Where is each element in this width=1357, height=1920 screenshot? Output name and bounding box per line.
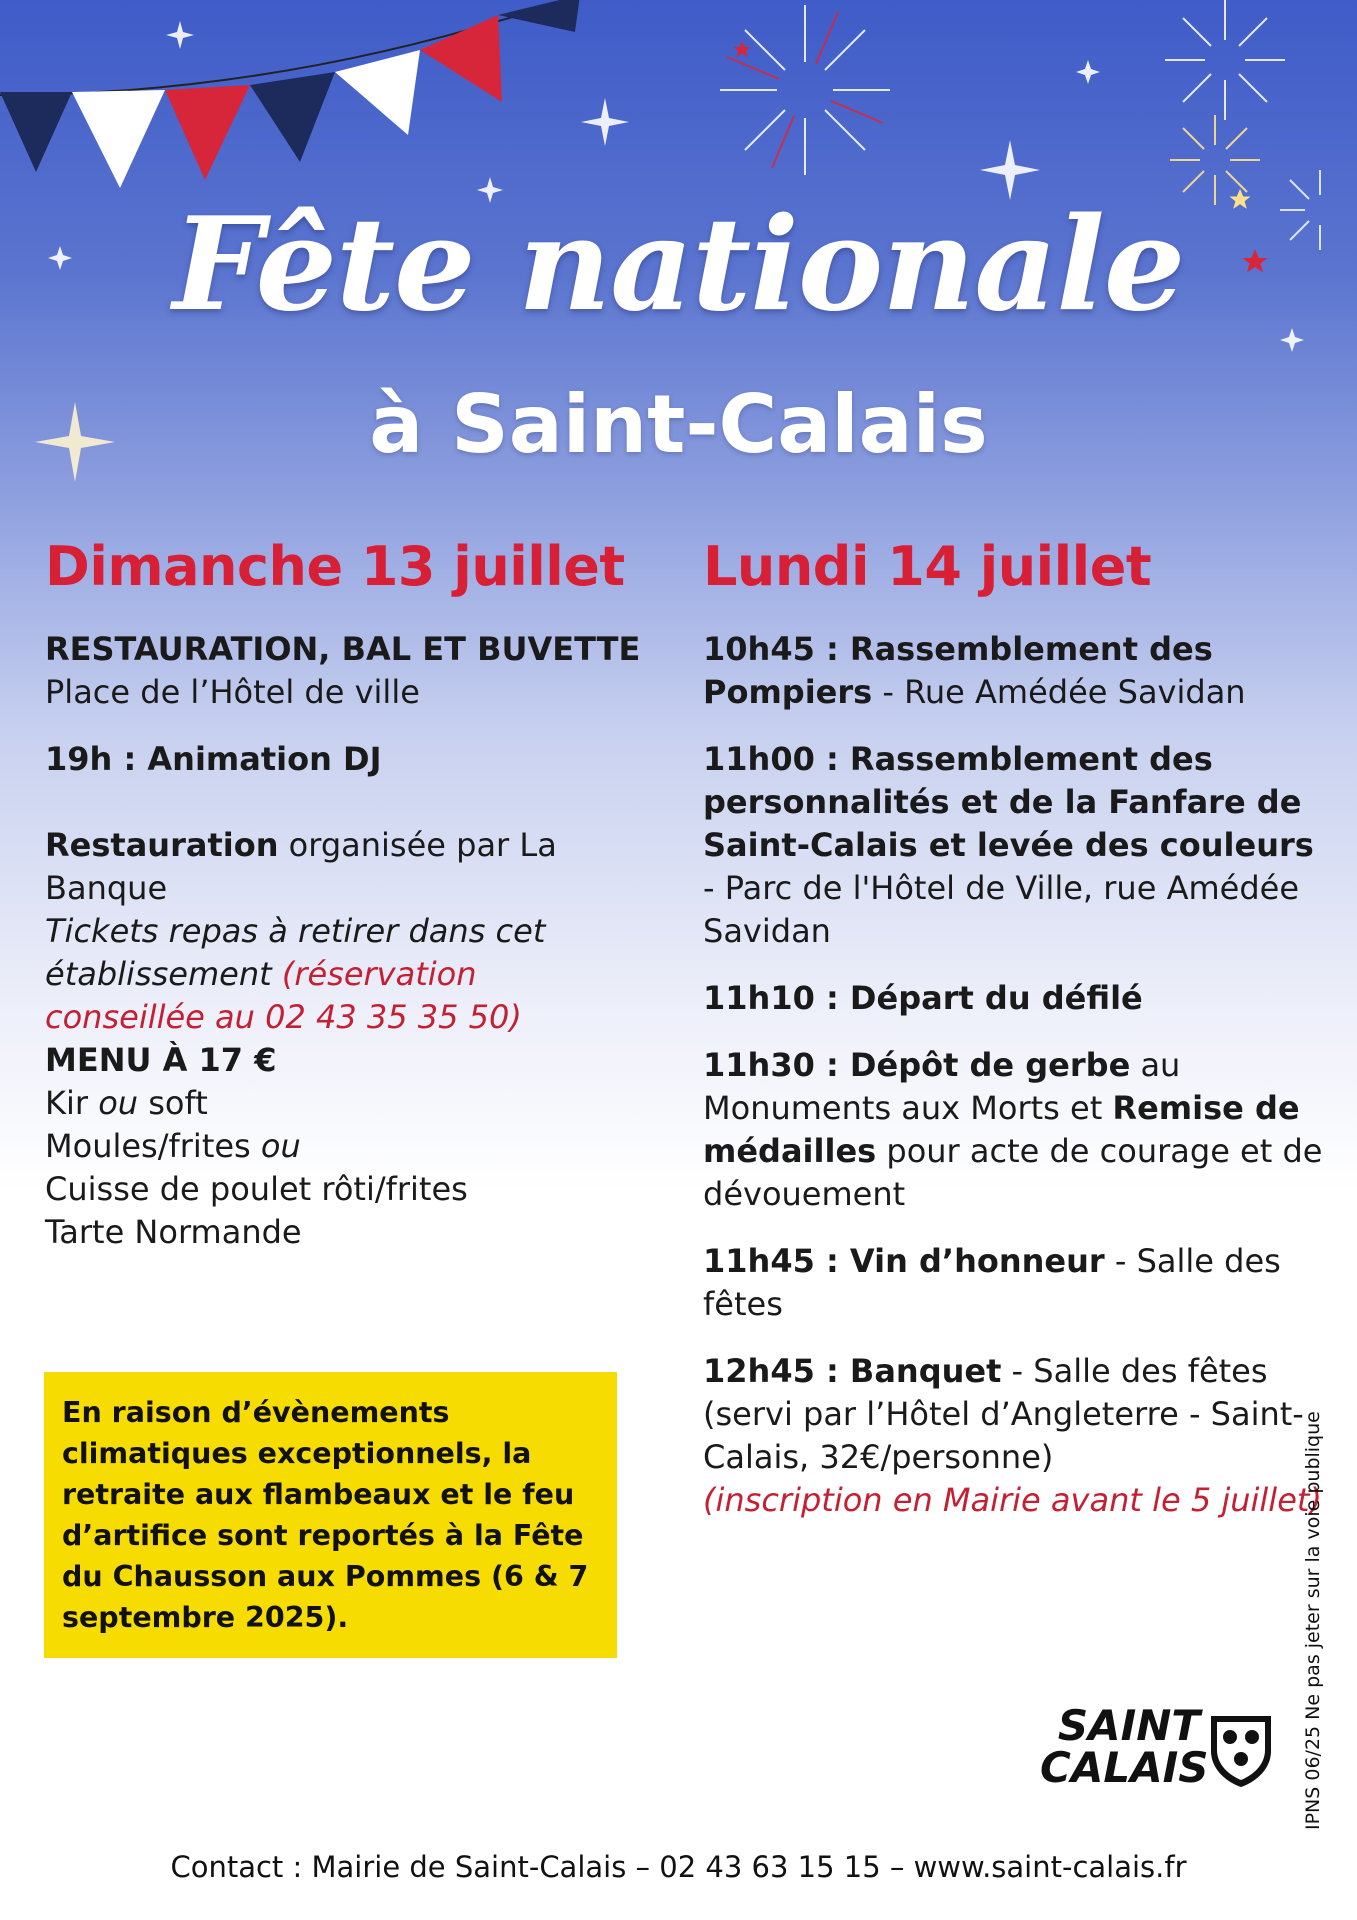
bunting-flag-white	[72, 90, 165, 188]
menu-line-kir: Kir ou soft	[45, 1084, 208, 1122]
event-1130: 11h30 : Dépôt de gerbe au Monuments aux Morts et Remise de médailles pour acte de courage et de dévouement	[703, 1046, 1323, 1213]
restauration-text: organisée par La Banque	[45, 826, 557, 907]
menu-line-tarte: Tarte Normande	[45, 1213, 302, 1251]
menu-title: MENU À 17 €	[45, 1041, 277, 1079]
footer-contact: Contact : Mairie de Saint-Calais – 02 43 63 15 15 – www.saint-calais.fr	[170, 1850, 1187, 1884]
bunting-flag-white	[335, 50, 420, 135]
sunday-heading: Dimanche 13 juillet	[45, 535, 625, 598]
event-1100: 11h00 : Rassemblement des personnalités et de la Fanfare de Saint-Calais et levée des couleurs - Parc de l'Hôtel de Ville, rue Amédée Savidan	[703, 740, 1314, 950]
saint-calais-logo	[1040, 1701, 1280, 1805]
monday-heading: Lundi 14 juillet	[703, 535, 1152, 598]
bunting-flag-navy	[498, 0, 580, 32]
bunting-flag-red	[420, 15, 502, 102]
page-subtitle: à Saint-Calais	[369, 378, 988, 471]
weather-notice: En raison d’évènements climatiques exceptionnels, la retraite aux flambeaux et le feu d’artifice sont reportés à la Fête du Chausson aux Pommes (6 & 7 septembre 2025).	[44, 1372, 617, 1658]
event-1045: 10h45 : Rassemblement des Pompiers - Rue Amédée Savidan	[703, 630, 1246, 711]
sparkle-icon	[1076, 60, 1100, 84]
restauration-label: Restauration	[45, 826, 279, 864]
tickets-text: Tickets repas à retirer dans cet établissement	[45, 912, 546, 993]
monday-section	[703, 628, 1323, 1522]
event-1245: 12h45 : Banquet - Salle des fêtes (servi par l’Hôtel d’Angleterre - Saint-Calais, 32€/personne)	[703, 1352, 1304, 1476]
sparkle-icon	[581, 98, 629, 146]
tickets-item	[45, 910, 645, 1039]
place-text: Place de l’Hôtel de ville	[45, 673, 420, 711]
logo-line-2: CALAIS	[1040, 1743, 1209, 1792]
bunting-flag-navy	[250, 72, 335, 162]
menu-line-cuisse: Cuisse de poulet rôti/frites	[45, 1170, 468, 1208]
bunting-flag-red	[165, 85, 250, 180]
menu-line-moules: Moules/frites ou	[45, 1127, 301, 1165]
bunting-flag-navy	[0, 92, 72, 172]
firework-icon	[720, 5, 890, 175]
firework-icon	[1165, 0, 1285, 120]
page-title: Fête nationale	[172, 190, 1185, 340]
reservation-text: (réservation conseillée au 02 43 35 35 50)	[45, 955, 522, 1036]
dj-item: 19h : Animation DJ	[45, 740, 382, 778]
restauration-item	[45, 824, 645, 910]
banquet-registration: (inscription en Mairie avant le 5 juillet)	[703, 1481, 1322, 1519]
logo-line-1: SAINT	[1057, 1701, 1200, 1750]
ipns-notice: IPNS 06/25 Ne pas jeter sur la voie publique	[1302, 1411, 1324, 1830]
event-1145: 11h45 : Vin d’honneur - Salle des fêtes	[703, 1242, 1281, 1323]
sunday-section	[45, 628, 645, 1254]
event-1110: 11h10 : Départ du défilé	[703, 979, 1143, 1017]
section-title: RESTAURATION, BAL ET BUVETTE	[45, 630, 641, 668]
star-icon	[733, 41, 750, 57]
shield-icon	[1208, 1713, 1274, 1789]
sparkle-icon	[166, 21, 194, 49]
